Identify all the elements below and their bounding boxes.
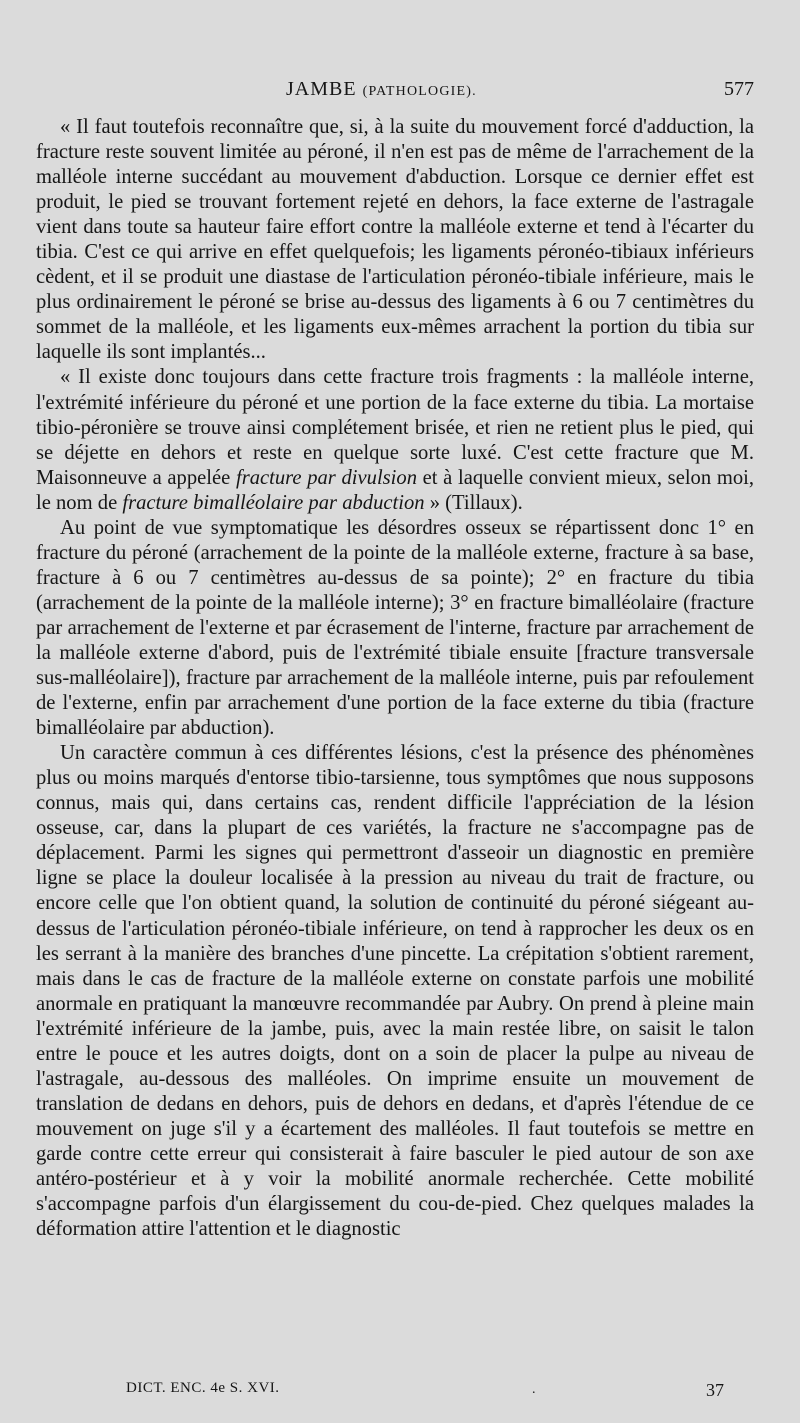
text-run: » (Tillaux).: [424, 491, 523, 514]
paragraph: [36, 365, 754, 515]
paragraph: [36, 516, 754, 741]
footer-signature: DICT. ENC. 4e S. XVI.: [126, 1380, 280, 1396]
page-footer: [36, 1380, 754, 1404]
running-title-sub: (PATHOLOGIE).: [362, 84, 477, 99]
text-run: et à laquelle convient mieux, selon moi, le nom de: [36, 466, 755, 514]
running-title: [286, 78, 477, 101]
italic-term: fracture par divulsion: [235, 466, 417, 489]
footer-dot: .: [532, 1382, 536, 1397]
paragraph: [36, 115, 754, 365]
text-run: Un caractère commun à ces différentes lésions, c'est la présence des phénomènes plus ou moins marqués d'entorse tibio-tarsienne, tous symptômes que nous supposons connus, mais qui, dans certains cas, rendent difficile l'appréciation de la lésion osseuse, car, dans la plupart de ces variétés, la fracture ne s'accompagne pas de déplacement. Parmi les signes qui permettront d'asseoir un diagnostic en première ligne se place la douleur localisée à la pression au niveau du trait de fracture, ou encore celle que l'on obtient quand, la solution de continuité du péroné siégeant au-dessus de l'articulation péronéo-tibiale inférieure, on tend à rapprocher les deux os en les serrant à la manière des branches d'une pincette. La crépitation s'obtient rarement, mais dans le cas de fracture de la malléole externe on constate parfois une mobilité anormale en pratiquant la manœuvre recommandée par Aubry. On prend à pleine main l'extrémité inférieure de la jambe, puis, avec la main restée libre, on saisit le talon entre le pouce et les autres doigts, dont on a soin de placer la pulpe au niveau de l'astragale, au-dessous des malléoles. On imprime ensuite un mouvement de translation de dedans en dehors, puis de dehors en dedans, et d'après l'étendue de ce mouvement on juge s'il y a écartement des malléoles. Il faut toutefois se mettre en garde contre cette erreur qui consisterait à faire basculer le pied autour de son axe antéro-postérieur et à y voir la mobilité anormale recherchée. Cette mobilité s'accompagne parfois d'un élargissement du cou-de-pied. Chez quelques malades la déformation attire l'attention et le diagnostic: [36, 742, 754, 1241]
text-run: Au point de vue symptomatique les désordres osseux se répartissent donc 1° en fracture du péroné (arrachement de la pointe de la malléole externe, fracture à sa base, fracture à 6 ou 7 centimètres au-dessus de sa pointe); 2° en fracture du tibia (arrachement de la pointe de la malléole interne); 3° en fracture bimalléolaire (fracture par arrachement de l'externe et par écrasement de l'interne, fracture par arrachement de la malléole externe d'abord, puis de l'extrémité tibiale ensuite [fracture transversale sus-malléolaire]), fracture par arrachement de la malléole interne, puis par refoulement de l'externe, enfin par arrachement d'une portion de la face externe du tibia (fracture bimalléolaire par abduction).: [36, 516, 754, 740]
sheet-number: 37: [706, 1380, 724, 1400]
italic-term: fracture bimalléolaire par abduction: [122, 491, 425, 514]
running-title-main: JAMBE: [286, 78, 357, 100]
paragraph: [36, 741, 754, 1242]
body-text: [36, 115, 754, 1242]
running-header: [36, 78, 754, 108]
text-run: « Il existe donc toujours dans cette fracture trois fragments : la malléole interne, l'extrémité inférieure du péroné et une portion de la face externe du tibia. La mortaise tibio-péronière se trouve ainsi complétement brisée, et rien ne retient plus le pied, qui se déjette en dehors et reste en quelque sorte luxé. C'est cette fracture que M. Maisonneuve a appelée: [36, 366, 754, 489]
text-run: « Il faut toutefois reconnaître que, si, à la suite du mouvement forcé d'adduction, la fracture reste souvent limitée au péroné, il n'en est pas de même de l'arrachement de la malléole interne succédant au mouvement d'abduction. Lorsque ce dernier effet est produit, le pied se trouvant fortement rejeté en dehors, la face externe de l'astragale vient dans toute sa hauteur faire effort contre la malléole externe et tend à l'écarter du tibia. C'est ce qui arrive en effet quelquefois; les ligaments péronéo-tibiaux inférieurs cèdent, et il se produit une diastase de l'articulation péronéo-tibiale inférieure, mais le plus ordinairement le péroné se brise au-dessus des ligaments à 6 ou 7 centimètres du sommet de la malléole, et les ligaments eux-mêmes arrachent la portion du tibia sur laquelle ils sont implantés...: [36, 116, 754, 364]
page-number: 577: [724, 78, 754, 100]
